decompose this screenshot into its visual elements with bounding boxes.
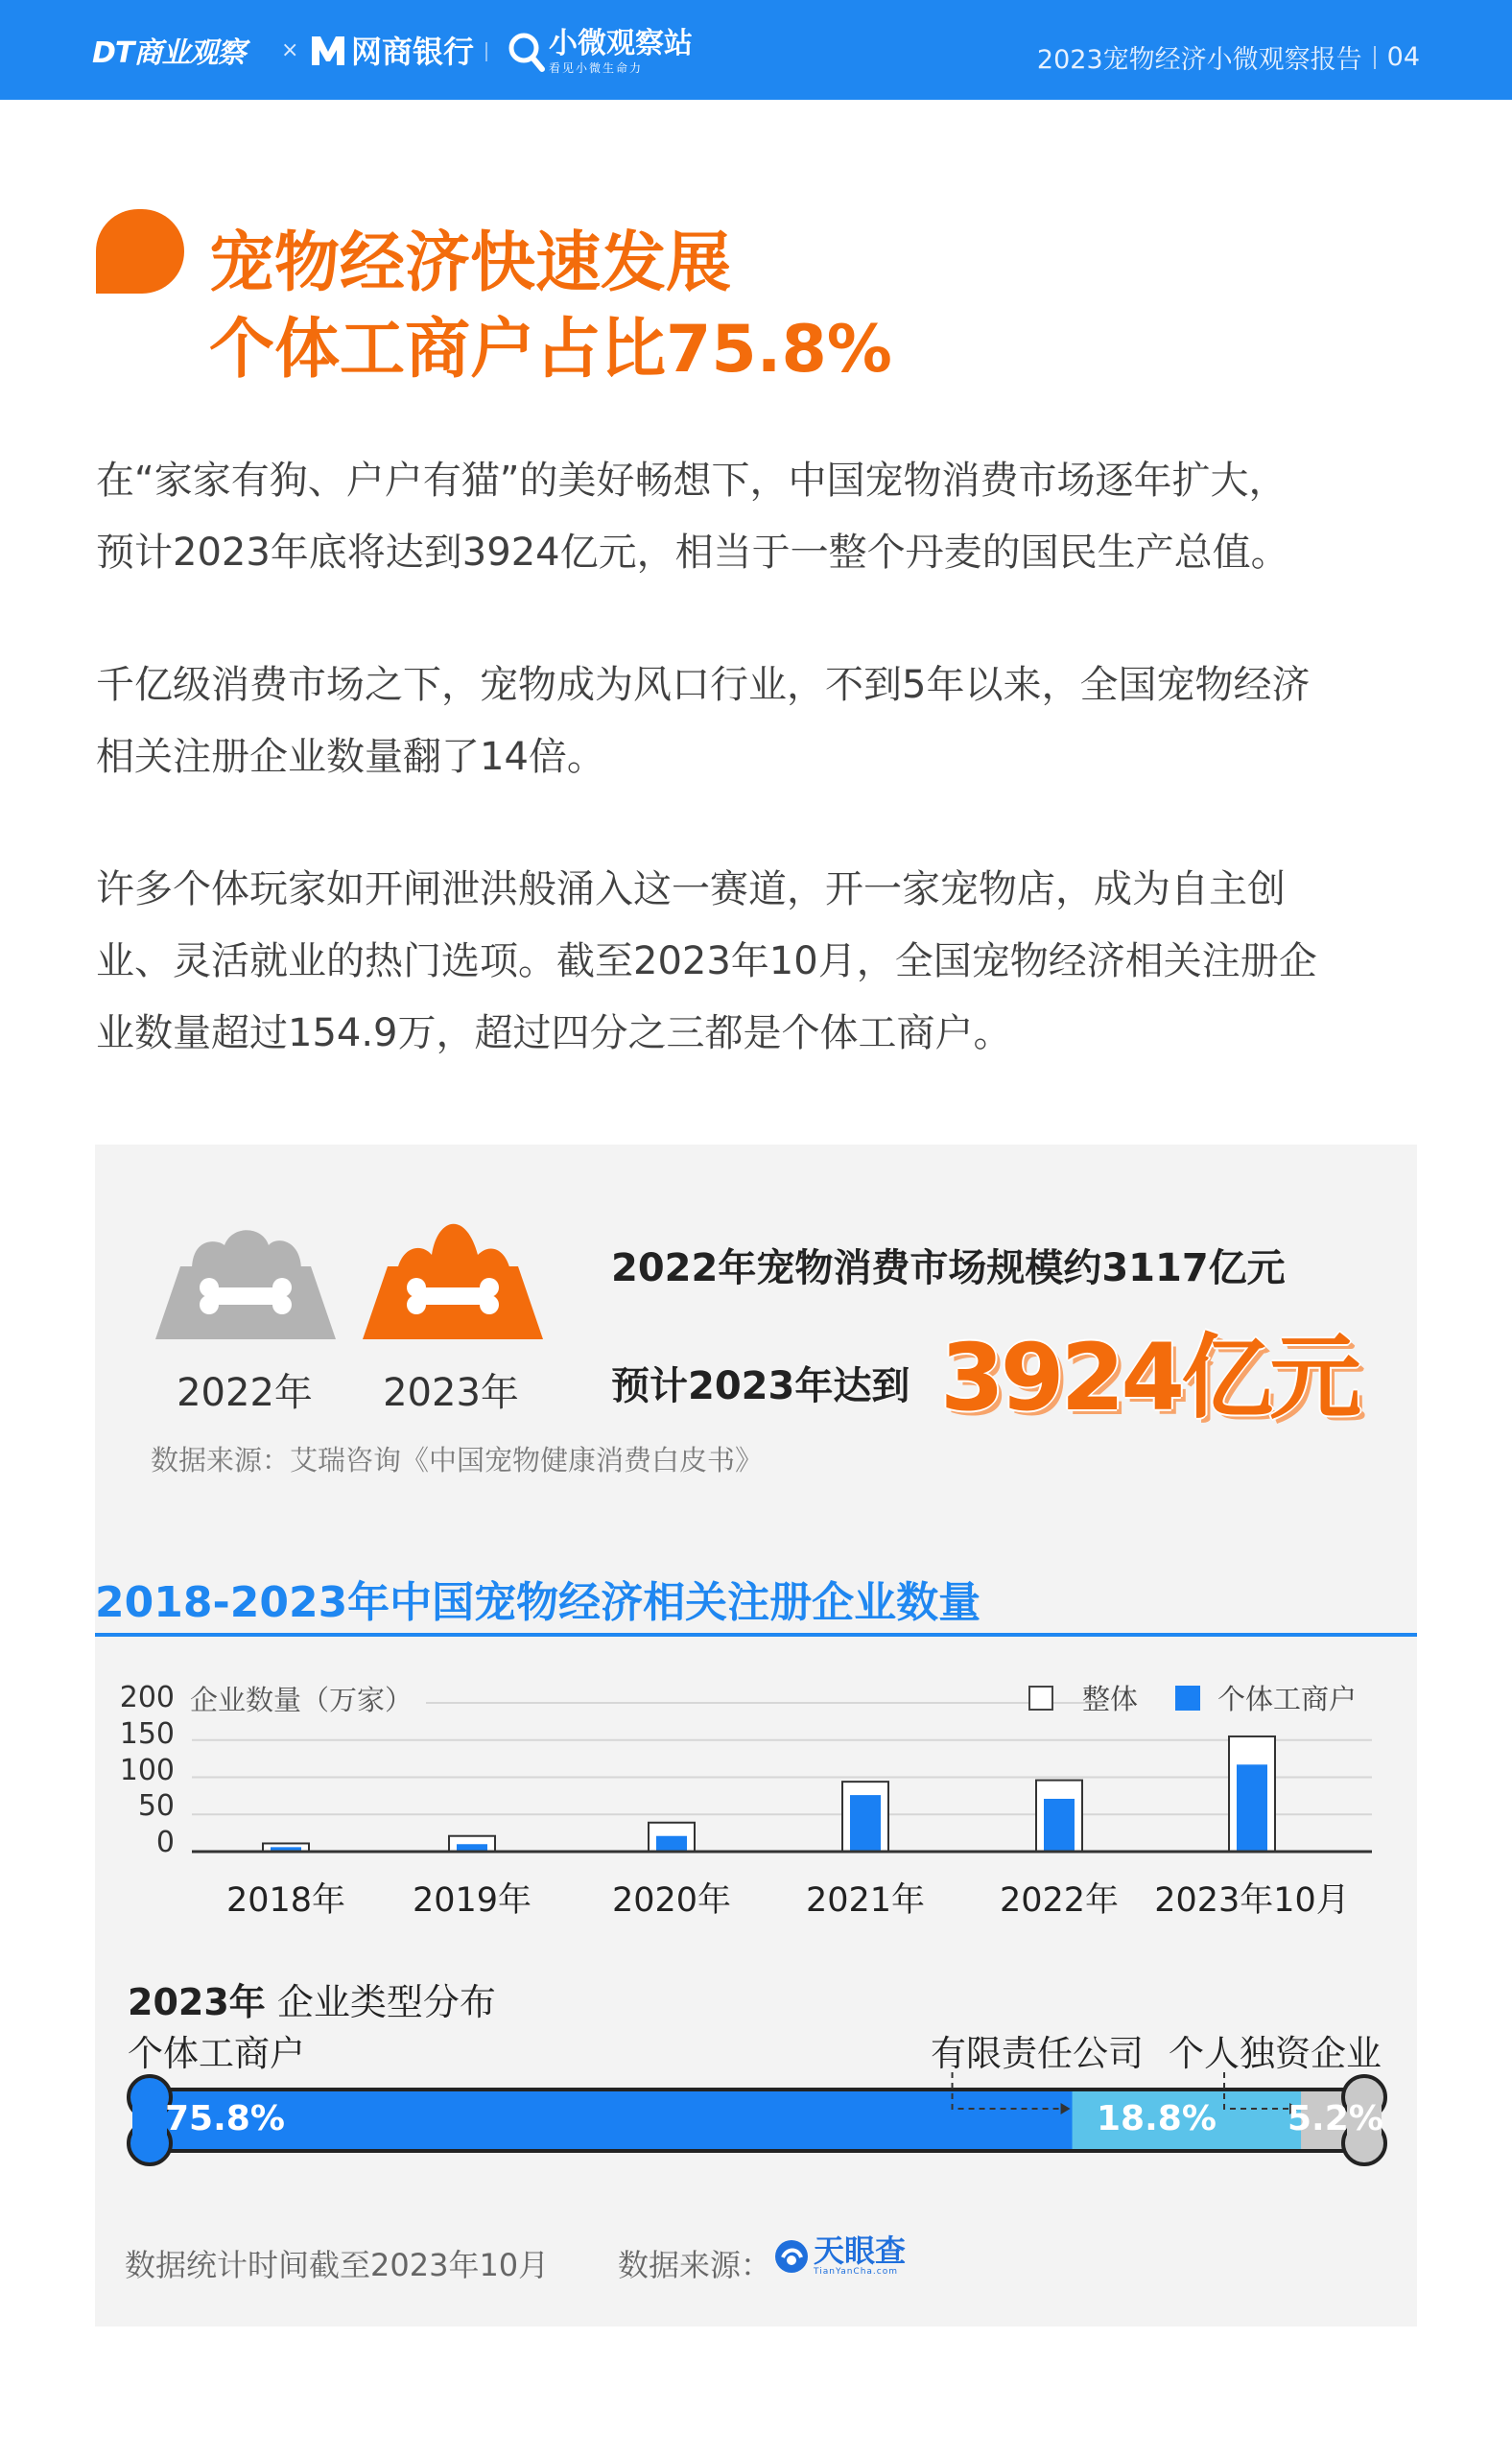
- x-tick-2021: 2021年: [805, 1881, 926, 1920]
- x-tick-2023-10: 2023年10月: [1154, 1881, 1350, 1920]
- report-divider: [1374, 46, 1376, 69]
- distribution-title: [128, 1972, 496, 2025]
- x-tick-2018: 2018年: [225, 1881, 346, 1920]
- legend-individual-swatch: [1175, 1686, 1200, 1711]
- page-number: 04: [1386, 42, 1420, 72]
- segment-individual: [150, 2090, 1074, 2151]
- y-tick-100: 100: [119, 1754, 175, 1787]
- y-axis-label: 企业数量（万家）: [190, 1684, 413, 1716]
- dt-logo: DT商业观察: [92, 36, 246, 70]
- x-tick-2020: 2020年: [611, 1881, 732, 1920]
- category-sole-label: 个人独资企业: [1169, 2033, 1382, 2074]
- paragraph-2: [96, 649, 1420, 793]
- segment-sole-value: 5.2%: [1288, 2099, 1383, 2138]
- paragraph-3-line-2: 业、灵活就业的热门选项。截至2023年10月，全国宠物经济相关注册企: [96, 939, 1317, 983]
- y-tick-0: 0: [155, 1826, 175, 1859]
- tianyancha-icon: [773, 2238, 810, 2275]
- xwgcz-logo: [507, 25, 693, 79]
- heading-line-1: 宠物经济快速发展: [209, 225, 732, 301]
- mybank-logo: [309, 27, 474, 73]
- paragraph-2-line-2: 相关注册企业数量翻了14倍。: [96, 735, 605, 779]
- chart-title-rule: [95, 1633, 1417, 1637]
- y-tick-200: 200: [119, 1681, 175, 1714]
- pet-bowl-2023-icon: [359, 1216, 547, 1360]
- market-2022-stat: 2022年宠物消费市场规模约3117亿元: [611, 1246, 1286, 1290]
- legend-total: [1028, 1678, 1138, 1717]
- paragraph-1-line-1: 在“家家有狗、户户有猫”的美好畅想下，中国宠物消费市场逐年扩大，: [96, 459, 1288, 503]
- tianyancha-logo: [773, 2232, 907, 2277]
- segment-llc-value: 18.8%: [1097, 2099, 1217, 2138]
- distribution-title-text: 企业类型分布: [276, 1981, 496, 2023]
- bar-individual-2022: [1044, 1799, 1075, 1852]
- report-name: 2023宠物经济小微观察报告: [1036, 45, 1362, 75]
- bowl-2023-label: 2023年: [383, 1371, 519, 1415]
- category-llc-label: 有限责任公司: [931, 2033, 1144, 2074]
- legend-total-swatch: [1028, 1686, 1053, 1711]
- legend-total-label: 整体: [1082, 1683, 1139, 1715]
- y-tick-150: 150: [119, 1717, 175, 1751]
- bar-individual-2020: [656, 1836, 687, 1852]
- market-2023-value: 3924亿元: [940, 1324, 1358, 1431]
- paragraph-3-line-3: 业数量超过154.9万，超过四分之三都是个体工商户。: [96, 1011, 1012, 1055]
- xwgcz-title: 小微观察站: [549, 27, 693, 60]
- bowl-2022-label: 2022年: [177, 1371, 313, 1415]
- paragraph-2-line-1: 千亿级消费市场之下，宠物成为风口行业，不到5年以来，全国宠物经济: [96, 663, 1311, 707]
- mybank-icon: [309, 31, 347, 69]
- speech-bubble-icon: [96, 209, 184, 294]
- mybank-name: 网商银行: [351, 34, 475, 70]
- segment-individual-value: 75.8%: [165, 2099, 285, 2138]
- x-tick-2019: 2019年: [412, 1881, 532, 1920]
- paragraph-3: [96, 854, 1420, 1070]
- tianyancha-url: TianYanCha.com: [814, 2267, 899, 2277]
- report-title: [1037, 38, 1420, 76]
- xwgcz-subtitle: 看见小微生命力: [549, 61, 644, 75]
- bar-individual-2021: [850, 1795, 881, 1852]
- bone-fill-left: [132, 2093, 167, 2147]
- pet-bowl-2022-icon: [152, 1216, 340, 1360]
- x-tick-2022: 2022年: [999, 1881, 1120, 1920]
- paragraph-1: [96, 445, 1420, 589]
- cobrand-cross: ×: [281, 38, 299, 62]
- paragraph-3-line-1: 许多个体玩家如开闸泄洪般涌入这一赛道，开一家宠物店，成为自主创: [96, 867, 1286, 911]
- market-source: 数据来源：艾瑞咨询《中国宠物健康消费白皮书》: [151, 1444, 764, 1476]
- y-tick-50: 50: [137, 1789, 175, 1823]
- legend-individual: [1175, 1678, 1357, 1717]
- data-source-label: 数据来源：: [618, 2247, 772, 2283]
- market-2023-prefix: 预计2023年达到: [611, 1364, 910, 1408]
- logo-divider: [485, 42, 487, 61]
- distribution-title-year: 2023年: [128, 1981, 266, 2023]
- chart-title: 2018-2023年中国宠物经济相关注册企业数量: [95, 1578, 981, 1627]
- bar-individual-2023-10: [1237, 1764, 1267, 1852]
- tianyancha-name: 天眼查: [814, 2232, 907, 2269]
- heading-line-2: 个体工商户占比75.8%: [209, 312, 892, 388]
- section-heading: [209, 221, 892, 393]
- magnifier-icon: [507, 31, 545, 73]
- paragraph-1-line-2: 预计2023年底将达到3924亿元，相当于一整个丹麦的国民生产总值。: [96, 531, 1289, 575]
- legend-individual-label: 个体工商户: [1217, 1683, 1358, 1715]
- data-time-note: 数据统计时间截至2023年10月: [125, 2247, 550, 2283]
- category-individual-label: 个体工商户: [128, 2033, 305, 2074]
